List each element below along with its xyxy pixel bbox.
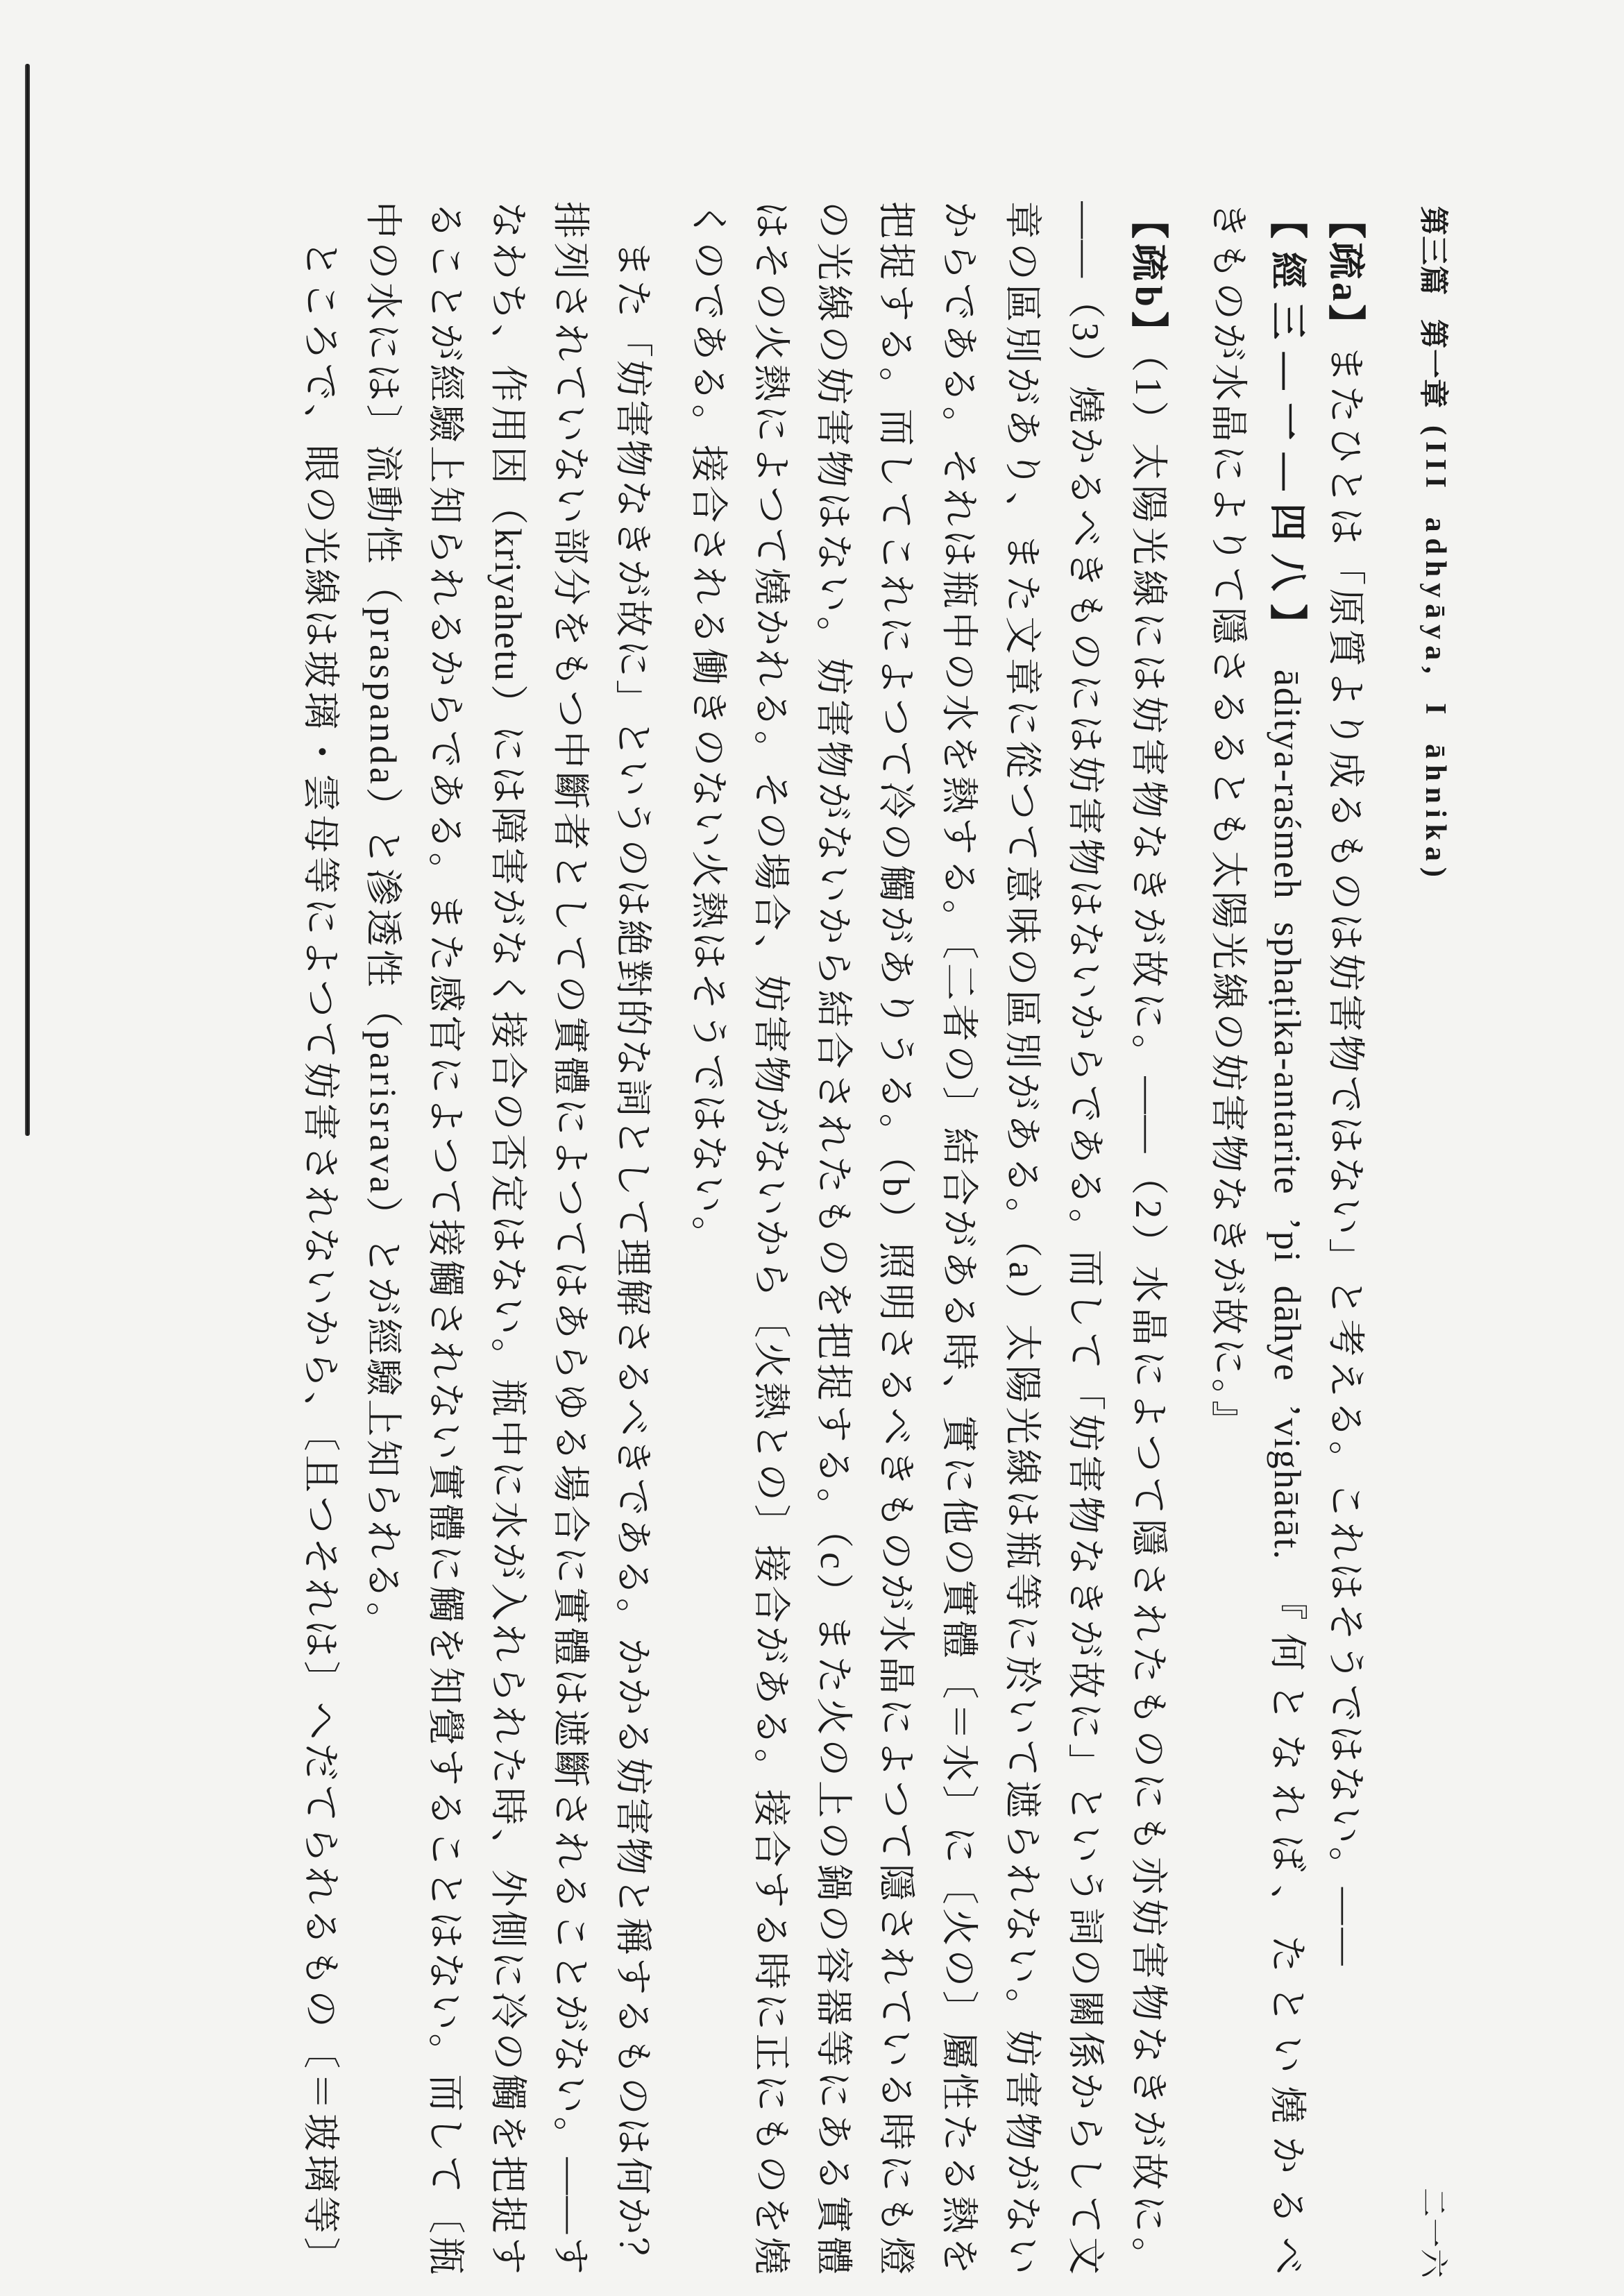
text-line <box>421 201 470 2276</box>
text-line <box>747 201 795 2276</box>
line-text: 排列されていない部分をもつ中斷者としての實體によつてはあらゆる場合に實體は遮斷されることがない。――す <box>550 201 591 2276</box>
text-line <box>998 201 1047 2276</box>
running-header <box>1414 206 1456 2279</box>
text-line <box>1321 201 1370 2276</box>
header-chapter: 第一章 <box>1416 319 1448 409</box>
sutra-label: 【經三―一―四八】 <box>1267 201 1308 654</box>
commentary-label-b: 【疏b】 <box>1128 201 1169 354</box>
text-line <box>1061 201 1110 2276</box>
line-text: なわち、作用因（kriyahetu）には障害がなく接合の否定はない。瓶中に水が入れられた時、外側に冷の觸を把捉す <box>487 201 529 2276</box>
header-part: 第三篇 <box>1416 206 1448 296</box>
line-text: 章の區別があり、また文章に從つて意味の區別がある。（a）太陽光線は瓶等に於いて遮られない。妨害物がない <box>1001 201 1043 2276</box>
line-text: はその火熱によつて燒かれる。その場合、妨害物がないから〔火熱との〕接合がある。接合する時に正にものを燒 <box>750 201 792 2276</box>
line-text: ところで、眼の光線は玻璃・雲母等によつて妨害されないから、〔且つそれは〕へだてられるもの〔＝玻璃等〕 <box>300 240 341 2276</box>
line-text: きものが水晶によりて隱さるるとも太陽光線の妨害物なきが故に。』 <box>1208 201 1249 1441</box>
line-text: からである。それは瓶中の水を熱する。〔二者の〕結合がある時、實に他の實體〔＝水〕に〔火の〕屬性たる熱を <box>938 201 980 2276</box>
line-text: 把捉する。而してこれによつて冷の觸がありうる。（b）照明さるべきものが水晶によつて隱されている時にも燈 <box>875 201 917 2276</box>
sutra-text: āditya-raśmeh sphaṭika-antarite ’pi dāhye ’vighātāt. 『何となれば、たとい燒かるべ <box>1267 669 1308 2276</box>
page-number: 二一六 <box>1416 2187 1448 2279</box>
line-text: ることが經驗上知られるからである。また感官によつて接觸されない實體に觸を知覺することはない。而して〔瓶 <box>425 201 466 2276</box>
commentary-label-a: 【疏a】 <box>1325 201 1367 345</box>
text-line <box>684 201 733 2276</box>
text-line <box>1263 201 1312 2276</box>
line-text: の光線の妨害物はない。妨害物がないから結合されたものを把捉する。（c）また火の上の鍋の容器等にある實體 <box>813 201 854 2276</box>
text-line <box>1124 201 1173 2276</box>
text-line <box>935 201 983 2276</box>
line-text: またひとは「原質より成るものは妨害物ではない」と考える。これはそうではない。―― <box>1325 345 1367 1968</box>
header-section: (III adhyāya, I āhnika) <box>1419 425 1451 883</box>
text-line <box>609 201 657 2276</box>
line-text: また「妨害物なきが故に」というのは絶對的な詞として理解さるべきである。かかる妨害物と稱するものは何か？ <box>612 240 654 2276</box>
text-line <box>359 201 407 2276</box>
text-line <box>809 201 858 2276</box>
text-line <box>546 201 595 2276</box>
line-text: くのである。接合される働きのない火熱はそうではない。 <box>688 201 729 1257</box>
line-text: ――（3）燒かるべきものには妨害物はないからである。而して「妨害物なきが故に」という詞の關係からして文 <box>1065 201 1106 2276</box>
line-text: 中の水には〕流動性（praspanda）と滲透性（parisrava）とが經驗上知られる。 <box>362 201 404 1643</box>
text-line <box>1204 201 1253 2276</box>
line-text: （1）太陽光線には妨害物なきが故に。――（2）水晶によつて隱されたものにも亦妨害物なきが故に。 <box>1128 353 1169 2276</box>
text-line <box>872 201 920 2276</box>
text-line <box>484 201 532 2276</box>
text-line <box>296 201 345 2276</box>
